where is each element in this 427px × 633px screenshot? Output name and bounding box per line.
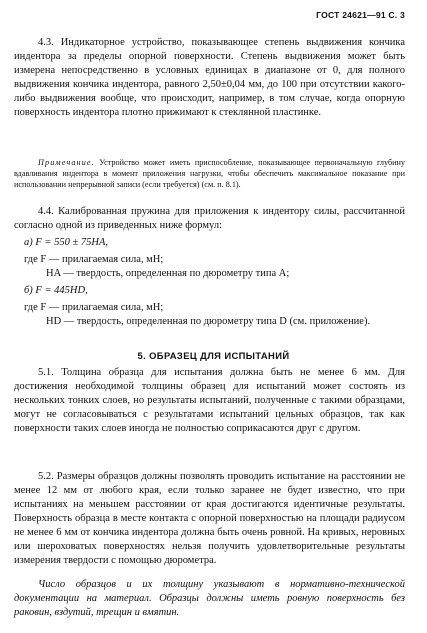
page-header: ГОСТ 24621—91 С. 3 xyxy=(316,10,405,20)
formula-a-where-f: где F — прилагаемая сила, мН; xyxy=(24,254,164,265)
section-heading: 5. ОБРАЗЕЦ ДЛЯ ИСПЫТАНИЙ xyxy=(137,350,290,361)
paragraph-5-2: 5.2. Размеры образцов должны позволять проводить испытание на расстоянии не менее 12 мм от любого края, если только заранее не будет известно, что при испытаниях на меньшем расстоянии от края достигаются идентичные результаты. Поверхность образца в месте контакта с опорной поверхностью на площади радиусом не менее 6 мм от кончика индентора должна быть очень ровной. На кривых, неровных или шероховатых поверхностях нельзя получить удовлетворительные результаты измерения твердости с помощью дюрометра. xyxy=(14,471,405,566)
note-text: Устройство может иметь приспособление, показывающее первоначальную глубину вдавливания индентора в момент приложения нагрузки, чтобы обеспечить максимальное показание при использовании непрерывной записи (если требуется) (см. п. 8.1). xyxy=(14,158,405,189)
final-italic-paragraph: Число образцов и их толщину указывают в нормативно-технической документации на материал. Образцы должны иметь ровную поверхность без раковин, вздутий, трещин и вмятин. xyxy=(14,579,405,618)
paragraph-4-4: 4.4. Калиброванная пружина для приложения к индентору силы, рассчитанной согласно одной из приведенных ниже формул: xyxy=(14,206,405,231)
paragraph-5-1: 5.1. Толщина образца для испытания должна быть не менее 6 мм. Для достижения необходимой толщины образец для испытаний может состоять из нескольких тонких слоев, но результаты испытаний, полученные с такими образцами, могут не согласовываться с результатами испытаний цельных образцов, так как поверхности таких слоев иногда не полностью соприкасаются друг с другом. xyxy=(14,367,405,434)
paragraph-4-3: 4.3. Индикаторное устройство, показывающее степень выдвижения кончика индентора за пределы опорной поверхности. Степень выдвижения может быть измерена непосредственно в условных единицах в диапазоне от 0, для полного выдвижения кончика индентора, равного 2,50±0,04 мм, до 100 при отсутствии какого-либо выдвижения вообще, что происходит, например, в том случае, когда опорную поверхность индентора плотно прижимают к стеклянной пластинке. xyxy=(14,37,405,118)
formula-b: б) F = 445HD, xyxy=(24,285,88,296)
note-label: Примечание. xyxy=(38,158,95,167)
formula-a: а) F = 550 ± 75HA, xyxy=(24,237,109,248)
note xyxy=(14,157,405,190)
formula-a-where-ha: HA — твердость, определенная по дюрометру типа А; xyxy=(46,268,290,279)
formula-b-where-hd: HD — твердость, определенная по дюрометру типа D (см. приложение). xyxy=(46,316,371,327)
formula-b-where-f: где F — прилагаемая сила, мН; xyxy=(24,302,164,313)
